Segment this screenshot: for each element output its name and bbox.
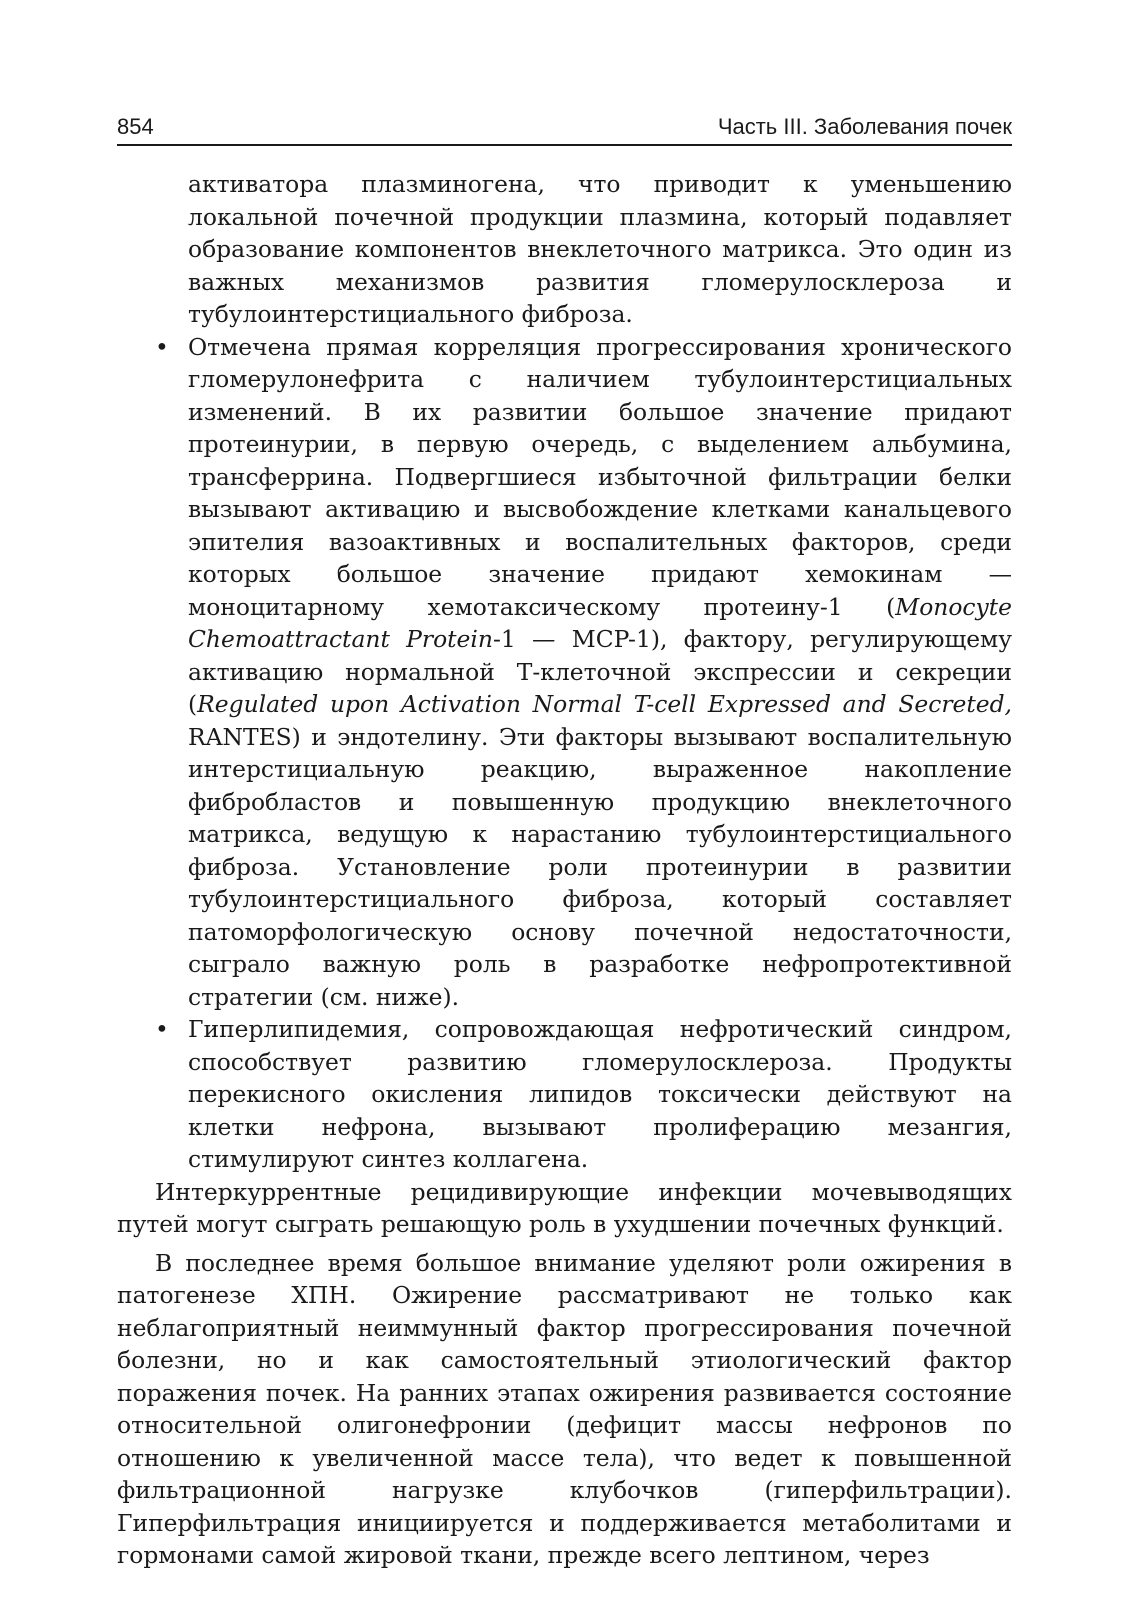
bullet-icon: •	[155, 332, 169, 361]
bullet-text: Гиперлипидемия, сопровождающая нефротический синдром, способствует развитию гломерулосклероза. Продукты перекисного окисления липидов токсически действуют на клетки нефрона, вызывают пролиферацию мезангия, стимулируют синтез коллагена.	[188, 1015, 1012, 1173]
italic-term-rantes: Regulated upon Activation Normal T-cell Expressed and Secreted,	[197, 690, 1012, 718]
italic-term-mcp: Monocyte Chemoattractant Protein	[188, 592, 1012, 653]
bullet-text-part: -1 — MCP-1), фактору, регулирующему активацию нормальной Т-клеточной экспрессии и секреции (	[188, 625, 1013, 718]
bullet-text-part: RANTES) и эндотелину. Эти факторы вызывают воспалительную интерстициальную реакцию, выраженное накопление фибробластов и повышенную продукцию внеклеточного матрикса, ведущую к нарастанию тубулоинтерстициального фиброза. Установление роли протеинурии в развитии тубулоинтерстициального фиброза, который составляет патоморфологическую основу почечной недостаточности, сыграло важную роль в разработке нефропротективной стратегии (см. ниже).	[188, 722, 1012, 1011]
bullet-text-part: Отмечена прямая корреляция прогрессирования хронического гломерулонефрита с наличием тубулоинтерстициальных изменений. В их развитии большое значение придают протеинурии, в первую очередь, с выделением альбумина, трансферрина. Подвергшиеся избыточной фильтрации белки вызывают активацию и высвобождение клетками канальцевого эпителия вазоактивных и воспалительных факторов, среди которых большое значение придают хемокинам — моноцитарному хемотаксическому протеину-1 (	[188, 332, 1012, 621]
bullet-item-hyperlipidemia	[155, 1013, 1012, 1176]
paragraph-obesity: В последнее время большое внимание уделяют роли ожирения в патогенезе ХПН. Ожирение рассматривают не только как неблагоприятный неиммунный фактор прогрессирования почечной болезни, но и как самостоятельный этиологический фактор поражения почек. На ранних этапах ожирения развивается состояние относительной олигонефронии (дефицит массы нефронов по отношению к увеличенной массе тела), что ведет к повышенной фильтрационной нагрузке клубочков (гиперфильтрации). Гиперфильтрация инициируется и поддерживается метаболитами и гормонами самой жировой ткани, прежде всего лептином, через	[117, 1248, 1012, 1569]
page-number: 854	[117, 114, 154, 139]
running-header	[117, 110, 1012, 146]
chapter-title: Часть III. Заболевания почек	[717, 114, 1012, 139]
body-text	[117, 168, 1012, 1572]
paragraph-infections: Интеркуррентные рецидивирующие инфекции мочевыводящих путей могут сыграть решающую роль в ухудшении почечных функций.	[117, 1177, 1012, 1238]
continuation-paragraph: активатора плазминогена, что приводит к уменьшению локальной почечной продукции плазмина, который подавляет образование компонентов внеклеточного матрикса. Это один из важных механизмов развития гломерулосклероза и тубулоинтерстициального фиброза.	[188, 170, 1012, 328]
bullet-icon: •	[155, 1015, 169, 1043]
bullet-item-proteinuria	[155, 331, 1013, 1014]
bullet-list	[117, 331, 1012, 1176]
